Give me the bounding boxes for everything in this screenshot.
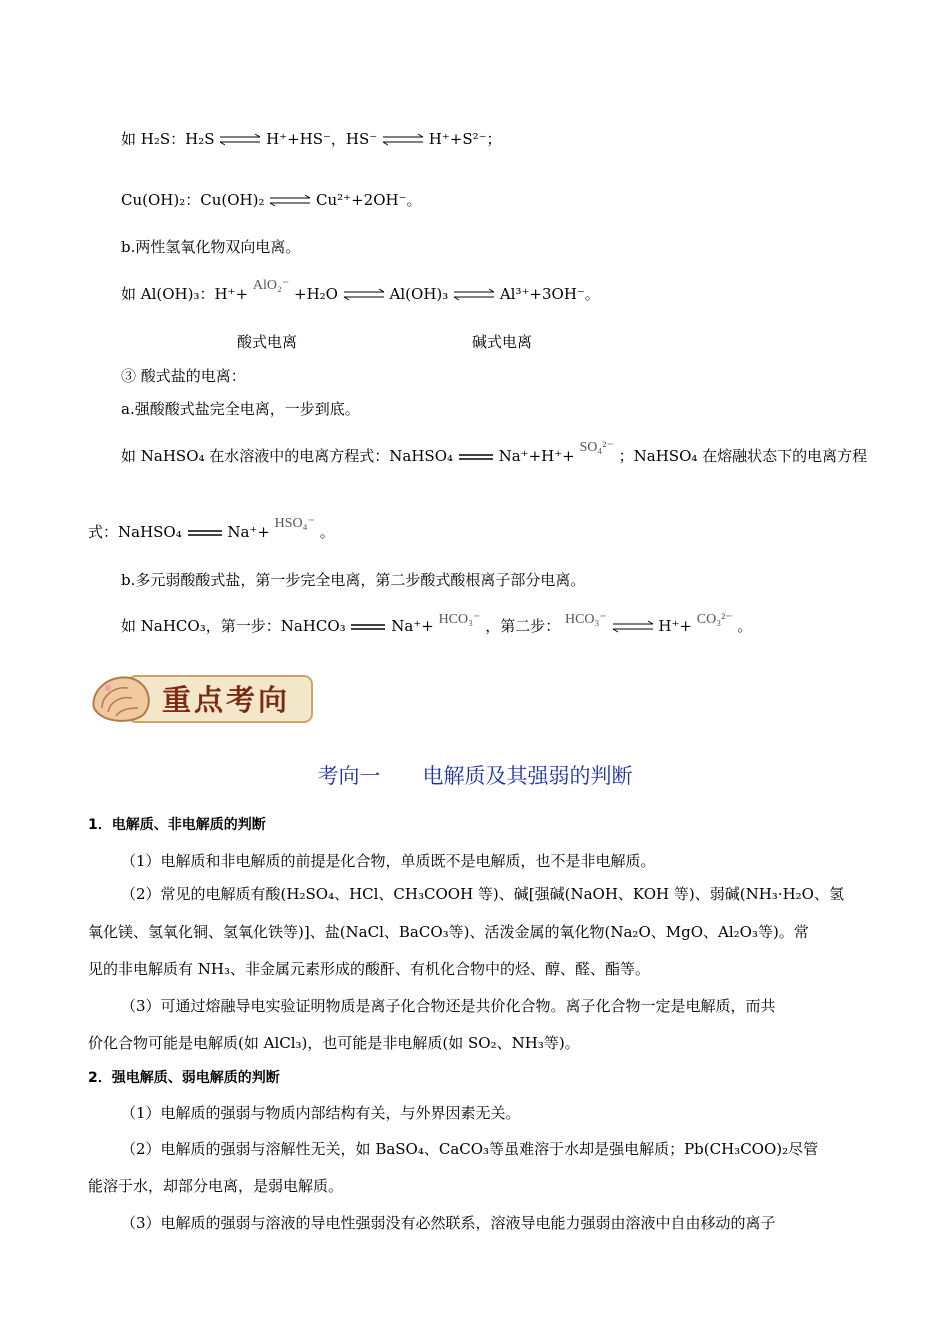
equilibrium-arrow-icon xyxy=(269,194,311,208)
ion-hco3: HCO₃⁻ xyxy=(438,612,481,627)
equilibrium-arrow-icon xyxy=(343,288,385,302)
eq-text: ；NaHSO₄ 在熔融状态下的电离方程 xyxy=(618,447,868,465)
paragraph: （2）电解质的强弱与溶解性无关，如 BaSO₄、CaCO₃等虽难溶于水却是强电解质；Pb(CH₃COO)₂尽管 xyxy=(121,1140,819,1158)
eq-text: 。 xyxy=(737,617,753,635)
equation-nahso4-aq xyxy=(121,440,868,468)
paragraph: （1）电解质和非电解质的前提是化合物，单质既不是电解质，也不是非电解质。 xyxy=(121,852,656,870)
eq-text: Al(OH)₃ xyxy=(389,285,449,303)
equation-h2s xyxy=(121,129,502,149)
equation-nahco3 xyxy=(121,612,753,638)
eq-text: Al³⁺+3OH⁻。 xyxy=(499,285,600,303)
eq-text: H⁺+ xyxy=(658,617,692,635)
ion-hco3: HCO₃⁻ xyxy=(564,612,607,627)
eq-text: Cu(OH)₂：Cu(OH)₂ xyxy=(121,191,265,209)
equals-sign-icon xyxy=(458,452,494,462)
eq-text: Na⁺+ xyxy=(391,617,434,635)
eq-text: ，第二步： xyxy=(485,617,561,635)
eq-text: 如 NaHSO₄ 在水溶液中的电离方程式：NaHSO₄ xyxy=(121,447,454,465)
equation-cuoh2 xyxy=(121,190,422,210)
paragraph: （2）常见的电解质有酸(H₂SO₄、HCl、CH₃COOH 等)、碱[强碱(NaOH、KOH 等)、弱碱(NH₃·H₂O、氢 xyxy=(121,885,844,903)
paragraph: （3）可通过熔融导电实验证明物质是离子化合物还是共价化合物。离子化合物一定是电解质，而共 xyxy=(121,997,776,1015)
eq-text: H⁺+HS⁻，HS⁻ xyxy=(266,130,378,148)
paragraph: （1）电解质的强弱与物质内部结构有关，与外界因素无关。 xyxy=(121,1104,521,1122)
heading-2: 2．强电解质、弱电解质的判断 xyxy=(88,1070,280,1086)
text-line: ③ 酸式盐的电离： xyxy=(121,367,246,385)
key-points-banner xyxy=(88,668,316,726)
ion-hso4: HSO₄⁻ xyxy=(274,516,315,531)
text-line: a.强酸酸式盐完全电离，一步到底。 xyxy=(121,400,360,418)
text-line: b.两性氢氧化物双向电离。 xyxy=(121,238,301,256)
equation-aloh3 xyxy=(121,278,600,306)
eq-text: H⁺+S²⁻； xyxy=(428,130,502,148)
eq-text: +H₂O xyxy=(294,285,338,303)
equals-sign-icon xyxy=(350,622,386,632)
paragraph: 见的非电解质有 NH₃、非金属元素形成的酸酐、有机化合物中的烃、醇、醛、酯等。 xyxy=(88,960,650,978)
text-line: b.多元弱酸酸式盐，第一步完全电离，第二步酸式酸根离子部分电离。 xyxy=(121,571,586,589)
eq-text: 如 H₂S：H₂S xyxy=(121,130,215,148)
equilibrium-arrow-icon xyxy=(612,620,654,634)
paragraph: 能溶于水，却部分电离，是弱电解质。 xyxy=(88,1177,344,1195)
equilibrium-arrow-icon xyxy=(453,288,495,302)
eq-text: 。 xyxy=(319,523,335,541)
paragraph: 氧化镁、氢氧化铜、氢氧化铁等)]、盐(NaCl、BaCO₃等)、活泼金属的氧化物(Na₂O、MgO、Al₂O₃等)。常 xyxy=(88,923,809,941)
paragraph: （3）电解质的强弱与溶液的导电性强弱没有必然联系，溶液导电能力强弱由溶液中自由移动的离子 xyxy=(121,1214,776,1232)
eq-text: 如 Al(OH)₃：H⁺+ xyxy=(121,285,249,303)
heading-1: 1．电解质、非电解质的判断 xyxy=(88,817,266,833)
equilibrium-arrow-icon xyxy=(382,133,424,147)
ion-so4: SO₄²⁻ xyxy=(579,440,614,455)
ion-alo2: AlO₂⁻ xyxy=(252,278,290,293)
label-acid-ionization: 酸式电离 xyxy=(237,333,298,351)
paragraph: 价化合物可能是电解质(如 AlCl₃)，也可能是非电解质(如 SO₂、NH₃等)。 xyxy=(88,1034,580,1052)
eq-text: Na⁺+ xyxy=(227,523,270,541)
label-base-ionization: 碱式电离 xyxy=(472,333,533,351)
ion-co3: CO₃²⁻ xyxy=(696,612,733,627)
banner-title: 重点考向 xyxy=(162,683,291,717)
equation-nahso4-melt xyxy=(88,516,335,544)
section-title: 考向一 电解质及其强弱的判断 xyxy=(317,764,633,788)
eq-text: 如 NaHCO₃，第一步：NaHCO₃ xyxy=(121,617,346,635)
equals-sign-icon xyxy=(187,528,223,538)
eq-text: 式：NaHSO₄ xyxy=(88,523,182,541)
eq-text: Cu²⁺+2OH⁻。 xyxy=(316,191,422,209)
eq-text: Na⁺+H⁺+ xyxy=(498,447,575,465)
equilibrium-arrow-icon xyxy=(219,133,261,147)
